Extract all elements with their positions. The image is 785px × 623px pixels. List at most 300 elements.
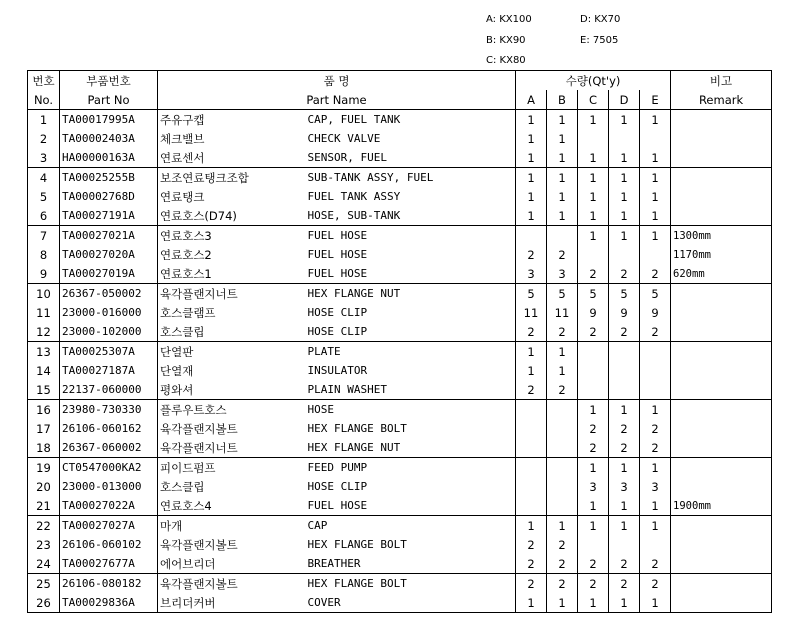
table-row: [28, 129, 772, 148]
cell-qty-d: 2: [609, 264, 640, 284]
cell-name-en: COVER: [306, 593, 516, 613]
cell-qty-b: 2: [547, 574, 578, 594]
cell-remark: [671, 303, 772, 322]
cell-qty-d: [609, 342, 640, 362]
cell-qty-d: 9: [609, 303, 640, 322]
cell-qty-c: 1: [578, 148, 609, 168]
cell-no: 13: [28, 342, 60, 362]
cell-qty-b: 1: [547, 187, 578, 206]
table-row: [28, 554, 772, 574]
cell-qty-b: [547, 477, 578, 496]
cell-remark: [671, 419, 772, 438]
cell-qty-a: 1: [516, 129, 547, 148]
cell-part-no: TA00025255B: [60, 168, 158, 188]
cell-no: 3: [28, 148, 60, 168]
cell-remark: [671, 361, 772, 380]
cell-name-ko: 연료호스4: [158, 496, 306, 516]
cell-qty-a: [516, 458, 547, 478]
cell-qty-c: [578, 342, 609, 362]
cell-qty-d: 1: [609, 458, 640, 478]
cell-qty-d: [609, 380, 640, 400]
cell-no: 20: [28, 477, 60, 496]
cell-name-en: HEX FLANGE NUT: [306, 438, 516, 458]
cell-qty-a: [516, 496, 547, 516]
header-no-ko: 번호: [28, 71, 60, 91]
header-qty-a: A: [516, 90, 547, 110]
cell-qty-c: 1: [578, 593, 609, 613]
cell-qty-b: 2: [547, 245, 578, 264]
table-row: [28, 303, 772, 322]
cell-qty-a: 1: [516, 148, 547, 168]
cell-qty-c: [578, 129, 609, 148]
table-row: [28, 593, 772, 613]
cell-qty-c: 1: [578, 168, 609, 188]
cell-no: 23: [28, 535, 60, 554]
cell-qty-a: 3: [516, 264, 547, 284]
table-row: [28, 496, 772, 516]
cell-name-ko: 마개: [160, 518, 183, 533]
cell-qty-d: 2: [609, 322, 640, 342]
cell-qty-d: 1: [609, 148, 640, 168]
cell-qty-a: 1: [516, 361, 547, 380]
cell-qty-e: 2: [640, 554, 671, 574]
cell-name-ko: 육각플랜지너트: [160, 286, 238, 301]
cell-qty-e: 2: [640, 264, 671, 284]
cell-part-no: TA00025307A: [60, 342, 158, 362]
cell-no: 4: [28, 168, 60, 188]
cell-qty-e: 1: [640, 400, 671, 420]
cell-name-en: HEX FLANGE BOLT: [306, 419, 516, 438]
cell-part-no: TA00002403A: [60, 129, 158, 148]
cell-qty-e: 2: [640, 419, 671, 438]
cell-no: 17: [28, 419, 60, 438]
cell-qty-b: [547, 496, 578, 516]
header-partno-ko: 부품번호: [60, 71, 158, 91]
cell-qty-c: [578, 245, 609, 264]
cell-name-ko: 평와셔: [158, 380, 306, 400]
cell-no: 9: [28, 264, 60, 284]
table-row: [28, 187, 772, 206]
cell-remark: [671, 458, 772, 478]
cell-qty-d: [609, 245, 640, 264]
cell-name-en: FUEL HOSE: [306, 245, 516, 264]
cell-remark: 1170mm: [671, 245, 772, 264]
header-remark-en: Remark: [671, 90, 772, 110]
cell-qty-e: 1: [640, 593, 671, 613]
cell-part-no: CT0547000KA2: [60, 458, 158, 478]
cell-remark: 1900mm: [671, 496, 772, 516]
table-row: [28, 380, 772, 400]
cell-qty-a: 2: [516, 245, 547, 264]
cell-remark: [671, 342, 772, 362]
cell-qty-a: 1: [516, 110, 547, 130]
cell-remark: [671, 477, 772, 496]
cell-qty-d: 1: [609, 593, 640, 613]
cell-qty-c: 1: [578, 400, 609, 420]
cell-qty-a: 1: [516, 187, 547, 206]
cell-name-en: SUB-TANK ASSY, FUEL: [306, 168, 516, 188]
cell-remark: 1300mm: [671, 226, 772, 246]
cell-name-ko: 단열재: [160, 363, 194, 378]
cell-qty-a: [516, 400, 547, 420]
cell-qty-b: 1: [547, 110, 578, 130]
cell-part-no: TA00027191A: [60, 206, 158, 226]
header-no-en: No.: [28, 90, 60, 110]
cell-remark: [671, 574, 772, 594]
cell-remark: [671, 168, 772, 188]
cell-qty-b: 1: [547, 342, 578, 362]
cell-qty-d: 5: [609, 284, 640, 304]
legend-a: A: KX100: [486, 14, 532, 25]
cell-qty-e: 2: [640, 574, 671, 594]
cell-qty-a: 1: [516, 168, 547, 188]
cell-name-en: CAP, FUEL TANK: [306, 110, 516, 130]
cell-name-en: FUEL HOSE: [306, 226, 516, 246]
cell-qty-b: 1: [547, 168, 578, 188]
cell-no: 14: [28, 361, 60, 380]
cell-qty-e: 2: [640, 322, 671, 342]
cell-part-no: TA00027187A: [60, 361, 158, 380]
table-row: [28, 284, 772, 304]
cell-qty-a: [516, 419, 547, 438]
cell-qty-b: [547, 438, 578, 458]
cell-qty-e: 1: [640, 458, 671, 478]
cell-no: 5: [28, 187, 60, 206]
cell-qty-d: [609, 361, 640, 380]
table-row: [28, 574, 772, 594]
cell-qty-e: [640, 245, 671, 264]
cell-qty-e: 5: [640, 284, 671, 304]
cell-qty-e: 1: [640, 168, 671, 188]
cell-qty-c: 5: [578, 284, 609, 304]
cell-remark: [671, 438, 772, 458]
cell-qty-a: [516, 438, 547, 458]
cell-qty-a: 1: [516, 206, 547, 226]
cell-qty-a: 1: [516, 342, 547, 362]
cell-name-ko: 육각플랜지너트: [158, 438, 306, 458]
cell-part-no: 23000-013000: [60, 477, 158, 496]
cell-qty-b: 1: [547, 593, 578, 613]
table-row: [28, 516, 772, 536]
table-row: [28, 361, 772, 380]
legend-d: D: KX70: [580, 14, 621, 25]
cell-name-en: FUEL HOSE: [306, 496, 516, 516]
cell-remark: [671, 148, 772, 168]
cell-name-ko: 플루우트호스: [160, 402, 227, 417]
cell-qty-c: 1: [578, 206, 609, 226]
table-row: [28, 264, 772, 284]
cell-qty-c: 1: [578, 496, 609, 516]
cell-remark: [671, 380, 772, 400]
cell-remark: 620mm: [671, 264, 772, 284]
cell-qty-c: 2: [578, 554, 609, 574]
cell-part-no: 22137-060000: [60, 380, 158, 400]
cell-name-ko: 체크밸브: [160, 131, 205, 146]
cell-name-en: FUEL TANK ASSY: [306, 187, 516, 206]
cell-qty-d: 3: [609, 477, 640, 496]
table-row: [28, 245, 772, 264]
cell-name-en: HOSE: [306, 400, 516, 420]
cell-qty-e: 2: [640, 438, 671, 458]
cell-qty-d: 1: [609, 496, 640, 516]
cell-qty-c: 1: [578, 226, 609, 246]
cell-qty-b: 1: [547, 148, 578, 168]
cell-qty-c: 2: [578, 419, 609, 438]
cell-part-no: TA00002768D: [60, 187, 158, 206]
table-row: [28, 535, 772, 554]
cell-remark: [671, 206, 772, 226]
cell-qty-b: [547, 226, 578, 246]
cell-name-ko: 주유구캡: [160, 112, 205, 127]
cell-qty-b: 5: [547, 284, 578, 304]
cell-no: 19: [28, 458, 60, 478]
cell-name-en: SENSOR, FUEL: [306, 148, 516, 168]
header-qty-b: B: [547, 90, 578, 110]
cell-remark: [671, 129, 772, 148]
cell-no: 1: [28, 110, 60, 130]
cell-name-en: INSULATOR: [306, 361, 516, 380]
cell-qty-d: 1: [609, 516, 640, 536]
cell-qty-a: 2: [516, 380, 547, 400]
legend-e: E: 7505: [580, 35, 619, 46]
cell-name-ko: 브리더커버: [158, 593, 306, 613]
cell-qty-c: [578, 380, 609, 400]
cell-remark: [671, 187, 772, 206]
cell-name-ko: 연료호스(D74): [158, 206, 306, 226]
header-name-ko: 품 명: [158, 71, 516, 91]
cell-qty-e: 3: [640, 477, 671, 496]
cell-qty-b: 1: [547, 361, 578, 380]
cell-name-ko: 연료호스2: [160, 247, 212, 262]
cell-qty-c: 2: [578, 322, 609, 342]
cell-qty-d: 2: [609, 438, 640, 458]
cell-no: 18: [28, 438, 60, 458]
cell-qty-e: [640, 361, 671, 380]
cell-qty-b: 2: [547, 380, 578, 400]
cell-remark: [671, 400, 772, 420]
cell-qty-b: 1: [547, 206, 578, 226]
cell-name-en: CAP: [306, 516, 516, 536]
cell-qty-d: 1: [609, 226, 640, 246]
header-partno-en: Part No: [60, 90, 158, 110]
cell-qty-d: 2: [609, 574, 640, 594]
cell-qty-b: 1: [547, 516, 578, 536]
cell-qty-c: 1: [578, 516, 609, 536]
cell-part-no: TA00027677A: [60, 554, 158, 574]
cell-no: 16: [28, 400, 60, 420]
table-row: [28, 110, 772, 130]
table-row: [28, 438, 772, 458]
cell-qty-d: 1: [609, 110, 640, 130]
cell-name-ko: 육각플랜지볼트: [160, 421, 238, 436]
cell-qty-b: [547, 458, 578, 478]
header-qty-d: D: [609, 90, 640, 110]
cell-no: 10: [28, 284, 60, 304]
cell-no: 12: [28, 322, 60, 342]
cell-name-en: PLATE: [306, 342, 516, 362]
cell-name-en: CHECK VALVE: [306, 129, 516, 148]
parts-table: [27, 70, 772, 613]
table-row: [28, 206, 772, 226]
cell-qty-b: 11: [547, 303, 578, 322]
cell-part-no: TA00027020A: [60, 245, 158, 264]
table-row: [28, 168, 772, 188]
cell-qty-b: 2: [547, 322, 578, 342]
cell-qty-d: 1: [609, 206, 640, 226]
cell-name-en: HEX FLANGE BOLT: [306, 574, 516, 594]
cell-no: 8: [28, 245, 60, 264]
table-row: [28, 342, 772, 362]
cell-remark: [671, 535, 772, 554]
cell-qty-b: [547, 400, 578, 420]
cell-qty-e: 1: [640, 226, 671, 246]
cell-remark: [671, 593, 772, 613]
cell-qty-e: [640, 535, 671, 554]
cell-no: 22: [28, 516, 60, 536]
cell-remark: [671, 322, 772, 342]
cell-no: 21: [28, 496, 60, 516]
cell-part-no: TA00027019A: [60, 264, 158, 284]
cell-qty-a: 2: [516, 554, 547, 574]
cell-name-ko: 연료호스3: [160, 228, 212, 243]
cell-qty-e: 1: [640, 206, 671, 226]
cell-part-no: TA00017995A: [60, 110, 158, 130]
cell-qty-d: 2: [609, 419, 640, 438]
cell-name-en: BREATHER: [306, 554, 516, 574]
cell-qty-c: 1: [578, 110, 609, 130]
cell-no: 6: [28, 206, 60, 226]
cell-no: 24: [28, 554, 60, 574]
cell-qty-e: 1: [640, 110, 671, 130]
cell-no: 2: [28, 129, 60, 148]
legend-b: B: KX90: [486, 35, 526, 46]
cell-name-en: HEX FLANGE BOLT: [306, 535, 516, 554]
cell-part-no: 26367-050002: [60, 284, 158, 304]
cell-qty-d: 1: [609, 168, 640, 188]
cell-part-no: HA00000163A: [60, 148, 158, 168]
cell-qty-e: [640, 129, 671, 148]
cell-name-ko: 호스클립: [158, 322, 306, 342]
cell-qty-a: 2: [516, 574, 547, 594]
cell-qty-a: [516, 477, 547, 496]
cell-name-ko: 에어브리더: [158, 554, 306, 574]
header-qty-c: C: [578, 90, 609, 110]
cell-name-ko: 연료호스1: [158, 264, 306, 284]
table-row: [28, 419, 772, 438]
cell-qty-c: 9: [578, 303, 609, 322]
cell-part-no: TA00027022A: [60, 496, 158, 516]
cell-part-no: 26106-080182: [60, 574, 158, 594]
table-row: [28, 148, 772, 168]
cell-qty-e: 1: [640, 516, 671, 536]
cell-qty-c: 1: [578, 187, 609, 206]
cell-qty-e: 1: [640, 496, 671, 516]
cell-name-en: HOSE CLIP: [306, 322, 516, 342]
cell-qty-c: [578, 535, 609, 554]
header-remark-ko: 비고: [671, 71, 772, 91]
cell-part-no: 26106-060102: [60, 535, 158, 554]
cell-name-en: FUEL HOSE: [306, 264, 516, 284]
cell-name-en: PLAIN WASHET: [306, 380, 516, 400]
cell-qty-b: 2: [547, 554, 578, 574]
table-row: [28, 226, 772, 246]
cell-name-ko: 연료탱크: [160, 189, 205, 204]
cell-qty-c: 1: [578, 458, 609, 478]
cell-name-ko: 연료센서: [158, 148, 306, 168]
cell-qty-a: 5: [516, 284, 547, 304]
table-row: [28, 477, 772, 496]
cell-qty-a: [516, 226, 547, 246]
cell-part-no: 23000-016000: [60, 303, 158, 322]
cell-part-no: TA00027021A: [60, 226, 158, 246]
cell-name-ko: 피이드펌프: [160, 460, 216, 475]
cell-part-no: 23000-102000: [60, 322, 158, 342]
cell-qty-d: [609, 535, 640, 554]
cell-no: 15: [28, 380, 60, 400]
table-row: [28, 458, 772, 478]
cell-name-en: FEED PUMP: [306, 458, 516, 478]
cell-part-no: TA00027027A: [60, 516, 158, 536]
cell-name-ko: 보조연료탱크조합: [160, 170, 249, 185]
cell-remark: [671, 110, 772, 130]
cell-qty-d: 1: [609, 400, 640, 420]
cell-qty-b: 2: [547, 535, 578, 554]
cell-part-no: 26367-060002: [60, 438, 158, 458]
header-name-en: Part Name: [158, 90, 516, 110]
cell-qty-e: [640, 342, 671, 362]
cell-qty-b: 1: [547, 129, 578, 148]
cell-remark: [671, 284, 772, 304]
cell-qty-a: 1: [516, 593, 547, 613]
cell-qty-e: 1: [640, 187, 671, 206]
cell-no: 25: [28, 574, 60, 594]
cell-qty-b: [547, 419, 578, 438]
cell-qty-a: 1: [516, 516, 547, 536]
cell-qty-a: 11: [516, 303, 547, 322]
cell-qty-c: 2: [578, 264, 609, 284]
cell-qty-c: [578, 361, 609, 380]
cell-qty-c: 2: [578, 574, 609, 594]
table-row: [28, 322, 772, 342]
cell-qty-e: [640, 380, 671, 400]
cell-qty-d: [609, 129, 640, 148]
cell-name-en: HEX FLANGE NUT: [306, 284, 516, 304]
cell-qty-b: 3: [547, 264, 578, 284]
table-row: [28, 400, 772, 420]
cell-name-ko: 육각플랜지볼트: [160, 537, 238, 552]
cell-name-ko: 호스클립: [160, 479, 205, 494]
cell-qty-e: 9: [640, 303, 671, 322]
cell-name-ko: 호스클램프: [160, 305, 216, 320]
cell-qty-d: 1: [609, 187, 640, 206]
cell-qty-a: 2: [516, 322, 547, 342]
cell-no: 7: [28, 226, 60, 246]
header-qty-e: E: [640, 90, 671, 110]
cell-remark: [671, 554, 772, 574]
cell-name-en: HOSE CLIP: [306, 477, 516, 496]
cell-name-en: HOSE, SUB-TANK: [306, 206, 516, 226]
cell-no: 11: [28, 303, 60, 322]
cell-qty-c: 3: [578, 477, 609, 496]
cell-name-en: HOSE CLIP: [306, 303, 516, 322]
cell-qty-a: 2: [516, 535, 547, 554]
cell-remark: [671, 516, 772, 536]
cell-qty-d: 2: [609, 554, 640, 574]
cell-qty-e: 1: [640, 148, 671, 168]
cell-name-ko: 단열판: [160, 344, 194, 359]
cell-no: 26: [28, 593, 60, 613]
cell-name-ko: 육각플랜지볼트: [160, 576, 238, 591]
